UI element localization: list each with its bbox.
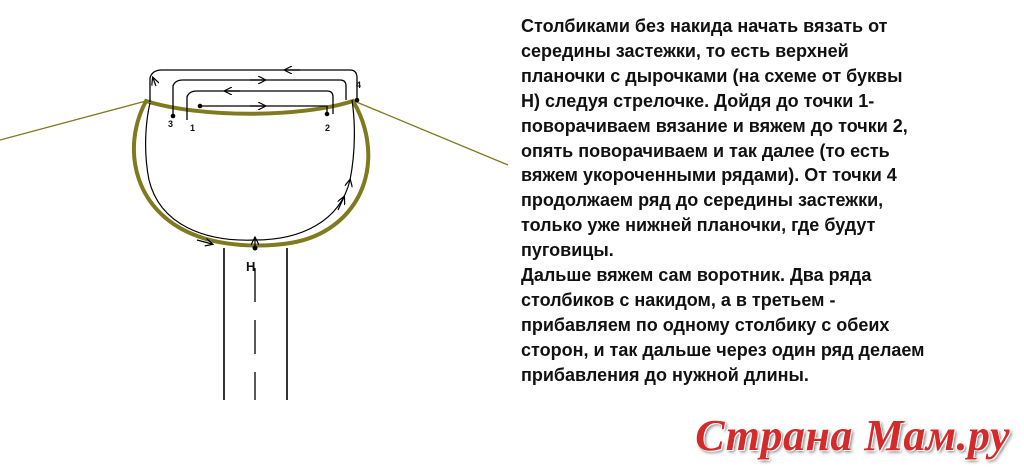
point-4-dot <box>355 98 360 103</box>
instructions-paragraph-2: Дальше вяжем сам воротник. Два ряда столбиков с накидом, а в третьем - прибавляем по одному столбику с обеих сторон, и так дальше через один ряд делаем прибавления до нужной длины. <box>521 265 925 385</box>
point-4-label: 4 <box>356 80 362 90</box>
point-3-label: 3 <box>168 119 174 129</box>
left-neckline-line <box>0 101 146 140</box>
point-3-dot <box>171 114 176 119</box>
instructions-text <box>521 14 1011 388</box>
site-watermark-logo: Страна Мам.ру <box>695 411 1010 460</box>
row-loop-outer <box>150 70 357 102</box>
point-2-dot <box>325 112 330 117</box>
start-point-dot <box>253 246 258 251</box>
right-neckline-line <box>354 101 508 165</box>
right-side-arrow <box>338 197 344 210</box>
instructions-paragraph-1: Столбиками без накида начать вязать от середины застежки, то есть верхней планочки с дырочками (на схеме от буквы Н) следуя стрелочке. Дойдя до точки 1- поворачиваем вязание и вяжем до точки 2, опять поворачиваем и так далее (то есть вяжем укороченными рядами). От точки 4 продолжаем ряд до середины застежки, только уже нижней планочки, где будут пуговицы. <box>521 16 908 261</box>
point-1-dot <box>198 104 203 109</box>
point-2-label: 2 <box>325 123 331 133</box>
start-point-label: Н <box>246 259 256 274</box>
left-return-path <box>146 103 255 240</box>
row-arrow <box>153 78 156 86</box>
point-1-label: 1 <box>190 123 196 133</box>
